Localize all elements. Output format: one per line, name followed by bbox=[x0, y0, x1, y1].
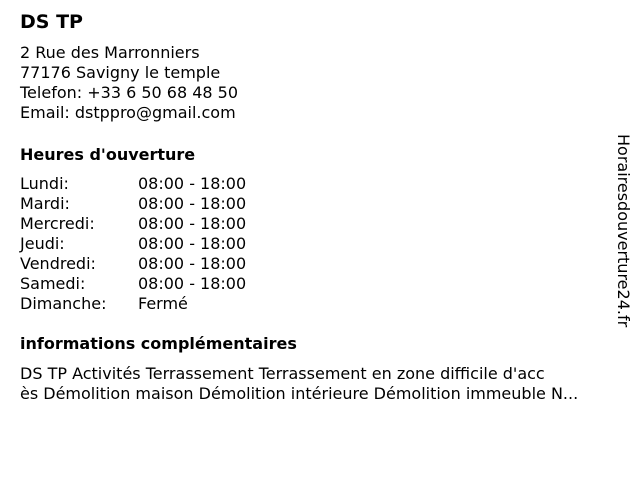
hours-time: 08:00 - 18:00 bbox=[138, 254, 247, 273]
hours-day: Mardi: bbox=[20, 194, 70, 213]
additional-info-heading: informations complémentaires bbox=[20, 334, 297, 353]
opening-hours-heading: Heures d'ouverture bbox=[20, 145, 196, 164]
hours-time: Fermé bbox=[138, 294, 188, 313]
additional-info-line: DS TP Activités Terrassement Terrassement en zone difficile d'acc bbox=[20, 364, 545, 383]
hours-time: 08:00 - 18:00 bbox=[138, 274, 247, 293]
hours-time: 08:00 - 18:00 bbox=[138, 214, 247, 233]
site-brand-vertical bbox=[612, 134, 634, 346]
address-line-city: 77176 Savigny le temple bbox=[20, 63, 221, 82]
additional-info-text bbox=[20, 364, 630, 404]
hours-day: Dimanche: bbox=[20, 294, 107, 313]
hours-day: Jeudi: bbox=[20, 234, 65, 253]
hours-time: 08:00 - 18:00 bbox=[138, 174, 247, 193]
hours-day: Samedi: bbox=[20, 274, 86, 293]
phone-number: Telefon: +33 6 50 68 48 50 bbox=[20, 83, 239, 102]
contact-block bbox=[20, 43, 238, 123]
email-address: Email: dstppro@gmail.com bbox=[20, 103, 236, 122]
site-brand-label: Horairesdouverture24.fr bbox=[614, 134, 633, 328]
hours-time: 08:00 - 18:00 bbox=[138, 194, 247, 213]
hours-time: 08:00 - 18:00 bbox=[138, 234, 247, 253]
hours-day: Mercredi: bbox=[20, 214, 95, 233]
hours-day: Vendredi: bbox=[20, 254, 96, 273]
address-line-street: 2 Rue des Marronniers bbox=[20, 43, 200, 62]
business-name: DS TP bbox=[20, 11, 83, 33]
hours-day: Lundi: bbox=[20, 174, 69, 193]
additional-info-line: ès Démolition maison Démolition intérieure Démolition immeuble N... bbox=[20, 384, 579, 403]
